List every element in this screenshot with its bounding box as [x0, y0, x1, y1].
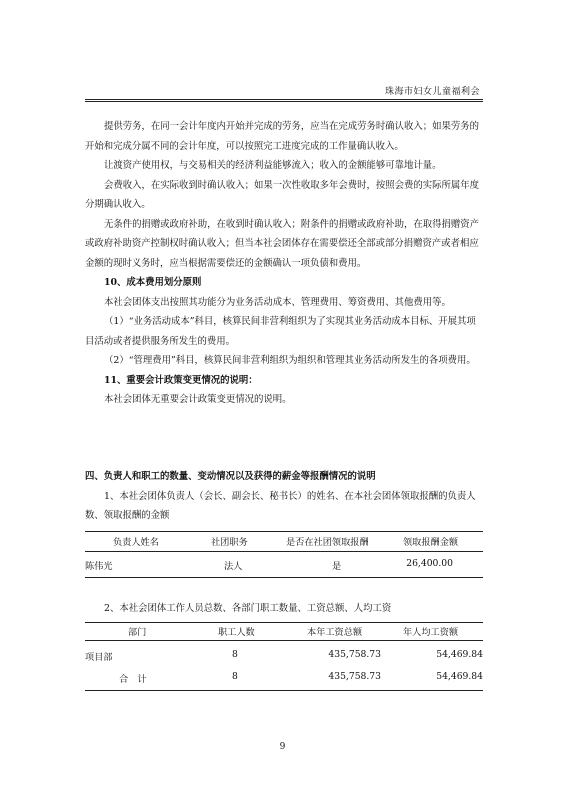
table-cell: 合 计 — [119, 674, 147, 685]
table-header-cell: 是否在社团领取报酬 — [286, 537, 369, 548]
table-header-cell: 职工人数 — [218, 627, 255, 638]
table-header-cell: 社团职务 — [211, 537, 248, 548]
table-cell: 435,758.73 — [328, 671, 381, 682]
header-rule-thin — [85, 101, 483, 102]
table-header-cell: 负责人姓名 — [113, 537, 159, 548]
paragraph-donation-revenue: 无条件的捐赠或政府补助，在收到时确认收入；附条件的捐赠或政府补助，在取得捐赠资产或政府补助资产控制权时确认收入；但当本社会团体存在需要偿还全部或部分捐赠资产或者相应金额的现时义务时，应当根据需要偿还的金额确认一项负债和费用。 — [85, 218, 480, 269]
table-row — [85, 551, 483, 575]
table-header-row — [85, 622, 483, 640]
table-cell: 54,469.84 — [436, 649, 483, 660]
table-cell: 8 — [232, 671, 238, 682]
table-cell: 是 — [332, 561, 342, 572]
table-cell: 435,758.73 — [328, 649, 381, 660]
section-10-title: 10、成本费用划分原则 — [104, 277, 202, 288]
section-11-title: 11、重要会计政策变更情况的说明： — [104, 374, 258, 386]
section-10-paragraph-1: 本社会团体支出按照其功能分为业务活动成本、管理费用、筹资费用、其他费用等。 — [104, 296, 451, 308]
table-cell: 法人 — [224, 561, 243, 572]
paragraph-membership-fee-revenue: 会费收入，在实际收到时确认收入；如果一次性收取多年会费时，按照会费的实际所属年度分期确认收入。 — [85, 179, 480, 210]
table-staff-salary — [85, 622, 483, 690]
header-org-name: 珠海市妇女儿童福利会 — [384, 87, 480, 97]
table-row-total — [85, 666, 483, 690]
header-rule — [85, 99, 483, 100]
table-header-cell: 部门 — [128, 627, 147, 638]
table-cell: 项目部 — [85, 652, 113, 663]
table-responsible-persons — [85, 531, 483, 575]
table-cell: 54,469.84 — [436, 671, 483, 682]
table-header-cell: 年人均工资额 — [403, 627, 459, 638]
section-4 — [85, 467, 483, 526]
paragraph-asset-use-revenue: 让渡资产使用权，与交易相关的经济利益能够流入；收入的金额能够可靠地计量。 — [104, 160, 442, 171]
table-header-cell: 领取报酬金额 — [403, 537, 459, 548]
section-4-item-2-block — [85, 599, 483, 619]
table-cell: 8 — [232, 649, 238, 660]
table-header-row — [85, 531, 483, 551]
table-cell: 陈伟光 — [85, 561, 113, 572]
table-header-cell: 本年工资总额 — [307, 627, 363, 638]
section-11-paragraph: 本社会团体无重要会计政策变更情况的说明。 — [104, 394, 292, 405]
section-4-title: 四、负责人和职工的数量、变动情况以及获得的薪金等报酬情况的说明 — [85, 471, 376, 482]
table-row — [85, 640, 483, 666]
revenue-recognition-section — [85, 117, 483, 410]
page-number: 9 — [279, 742, 286, 752]
section-10-paragraph-2: （1）“业务活动成本”科目，核算民间非营利组织为了实现其业务活动成本目标、开展其项目活动或者提供服务所发生的费用。 — [85, 316, 476, 347]
paragraph-service-revenue: 提供劳务，在同一会计年度内开始并完成的劳务，应当在完成劳务时确认收入；如果劳务的开始和完成分属不同的会计年度，可以按照完工进度完成的工作量确认收入。 — [85, 121, 480, 152]
table-cell: 26,400.00 — [406, 558, 453, 569]
section-4-item-1: 1、本社会团体负责人（会长、副会长、秘书长）的姓名、在本社会团体领取报酬的负责人数、领取报酬的金额 — [85, 490, 476, 521]
section-10-paragraph-3: （2）“管理费用”科目，核算民间非营利组织为组织和管理其业务活动所发生的各项费用。 — [104, 355, 476, 366]
section-4-item-2: 2、本社会团体工作人员总数、各部门职工数量、工资总额、人均工资 — [104, 603, 392, 614]
